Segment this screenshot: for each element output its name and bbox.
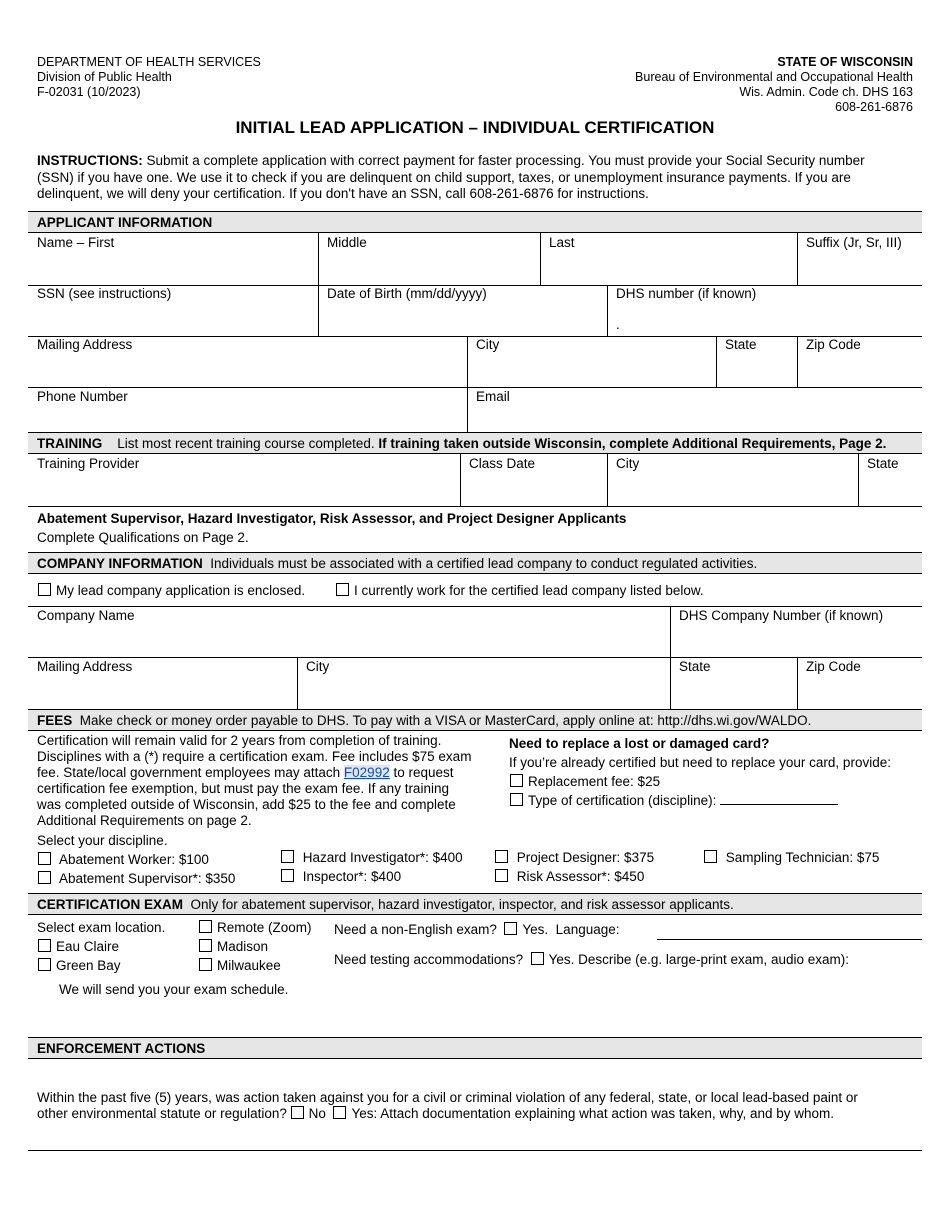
contact-phone: 608-261-6876 (835, 100, 913, 114)
company-dhs-number-field[interactable]: DHS Company Number (if known) (679, 608, 884, 623)
divider (858, 454, 859, 506)
discipline-abatement-worker[interactable]: Abatement Worker: $100 (38, 852, 209, 867)
last-name-field[interactable]: Last (549, 235, 575, 250)
discipline-project-designer[interactable]: Project Designer: $375 (495, 850, 654, 865)
checkbox[interactable] (38, 583, 51, 596)
checkbox[interactable] (281, 850, 294, 863)
ssn-field[interactable]: SSN (see instructions) (37, 286, 172, 301)
state-name: STATE OF WISCONSIN (777, 55, 913, 69)
divider (607, 285, 608, 336)
divider (467, 336, 468, 387)
company-enclosed-option[interactable]: My lead company application is enclosed. (38, 583, 305, 598)
dhs-number-field[interactable]: DHS number (if known) (616, 286, 757, 301)
row-line (28, 506, 922, 507)
divider (297, 657, 298, 709)
accommodations-row: Need testing accommodations? Yes. Describe (e.g. large-print exam, audio exam): (334, 952, 850, 967)
instructions-line-2: (SSN) if you have one. We use it to check if you are delinquent on child support, taxes, or unemployment insurance payments. If you are (37, 169, 851, 185)
discipline-abatement-supervisor[interactable]: Abatement Supervisor*: $350 (38, 871, 235, 886)
divider (670, 606, 671, 657)
select-discipline-label: Select your discipline. (37, 833, 168, 848)
company-mailing-field[interactable]: Mailing Address (37, 659, 133, 674)
divider (318, 233, 319, 285)
checkbox[interactable] (199, 958, 212, 971)
dob-field[interactable]: Date of Birth (mm/dd/yyyy) (327, 286, 487, 301)
enforcement-section-header: ENFORCEMENT ACTIONS (28, 1037, 922, 1059)
enforcement-no-checkbox[interactable] (291, 1106, 304, 1119)
divider (797, 233, 798, 285)
zip-field[interactable]: Zip Code (806, 337, 861, 352)
exam-location-remote[interactable]: Remote (Zoom) (199, 920, 312, 935)
exam-location-milwaukee[interactable]: Milwaukee (199, 958, 281, 973)
checkbox[interactable] (38, 871, 51, 884)
company-state-field[interactable]: State (679, 659, 711, 674)
divider (716, 336, 717, 387)
checkbox[interactable] (495, 850, 508, 863)
replacement-type-option[interactable]: Type of certification (discipline): (510, 793, 838, 808)
bureau-name: Bureau of Environmental and Occupational Health (635, 70, 913, 84)
instructions (37, 153, 917, 203)
divider (797, 336, 798, 387)
exam-location-green-bay[interactable]: Green Bay (38, 958, 121, 973)
middle-name-field[interactable]: Middle (327, 235, 367, 250)
f02992-link[interactable]: F02992 (343, 765, 390, 780)
state-block (635, 55, 913, 115)
company-section-header: COMPANY INFORMATION Individuals must be associated with a certified lead company to conduct regulated activities. (28, 552, 922, 574)
exam-location-label: Select exam location. (37, 920, 166, 935)
state-field[interactable]: State (725, 337, 757, 352)
checkbox[interactable] (199, 939, 212, 952)
admin-code: Wis. Admin. Code ch. DHS 163 (739, 85, 913, 99)
replacement-fee-option[interactable]: Replacement fee: $25 (510, 774, 660, 789)
row-line (28, 657, 922, 658)
language-input[interactable] (657, 939, 922, 940)
training-provider-field[interactable]: Training Provider (37, 456, 140, 471)
email-field[interactable]: Email (476, 389, 510, 404)
row-line (28, 336, 922, 337)
divider (467, 387, 468, 432)
training-state-field[interactable]: State (867, 456, 899, 471)
exam-section-header: CERTIFICATION EXAM Only for abatement supervisor, hazard investigator, inspector, and risk assessor applicants. (28, 893, 922, 915)
checkbox[interactable] (495, 869, 508, 882)
qualified-applicants-note: Complete Qualifications on Page 2. (37, 530, 249, 545)
checkbox[interactable] (38, 958, 51, 971)
first-name-field[interactable]: Name – First (37, 235, 115, 250)
city-field[interactable]: City (476, 337, 500, 352)
discipline-sampling-technician[interactable]: Sampling Technician: $75 (704, 850, 879, 865)
company-city-field[interactable]: City (306, 659, 330, 674)
phone-field[interactable]: Phone Number (37, 389, 128, 404)
discipline-inspector[interactable]: Inspector*: $400 (281, 869, 401, 884)
checkbox[interactable] (510, 793, 523, 806)
non-english-exam-row: Need a non-English exam? Yes. Language: (334, 922, 620, 937)
dhs-number-dot: . (616, 317, 620, 332)
company-current-option[interactable]: I currently work for the certified lead company listed below. (336, 583, 704, 598)
checkbox[interactable] (704, 850, 717, 863)
non-english-yes-checkbox[interactable] (504, 922, 517, 935)
agency-block (37, 55, 261, 100)
enforcement-question: Within the past five (5) years, was action taken against you for a civil or criminal violation of any federal, state, or local lead-based paint or other environmental statute or regulation? No Yes: Attach documentation explaining what action was taken, why, and by whom. (37, 1090, 858, 1121)
applicant-section-header: APPLICANT INFORMATION (28, 211, 922, 233)
checkbox[interactable] (281, 869, 294, 882)
bottom-line (28, 1150, 922, 1151)
exam-location-eau-claire[interactable]: Eau Claire (38, 939, 119, 954)
company-zip-field[interactable]: Zip Code (806, 659, 861, 674)
row-line (28, 606, 922, 607)
exam-location-madison[interactable]: Madison (199, 939, 268, 954)
instructions-line-3: delinquent, we will deny your certification. If you don't have an SSN, call 608-261-6876 for instructions. (37, 186, 649, 201)
company-name-field[interactable]: Company Name (37, 608, 135, 623)
divider (797, 657, 798, 709)
divider (607, 454, 608, 506)
checkbox[interactable] (38, 852, 51, 865)
class-date-field[interactable]: Class Date (469, 456, 536, 471)
suffix-field[interactable]: Suffix (Jr, Sr, III) (806, 235, 902, 250)
instructions-lead: INSTRUCTIONS: (37, 153, 143, 168)
divider (318, 285, 319, 336)
replace-card-heading: Need to replace a lost or damaged card? (509, 736, 770, 751)
discipline-risk-assessor[interactable]: Risk Assessor*: $450 (495, 869, 644, 884)
qualified-applicants-heading: Abatement Supervisor, Hazard Investigator, Risk Assessor, and Project Designer Applicants (37, 511, 627, 526)
enforcement-yes-checkbox[interactable] (333, 1106, 346, 1119)
training-city-field[interactable]: City (616, 456, 640, 471)
replace-card-note: If you’re already certified but need to replace your card, provide: (509, 755, 891, 770)
instructions-line-1: Submit a complete application with correct payment for faster processing. You must provide your Social Security number (142, 153, 865, 168)
divider (540, 233, 541, 285)
checkbox[interactable] (336, 583, 349, 596)
discipline-hazard-investigator[interactable]: Hazard Investigator*: $400 (281, 850, 463, 865)
form-title: INITIAL LEAD APPLICATION – INDIVIDUAL CERTIFICATION (235, 118, 715, 137)
checkbox[interactable] (510, 774, 523, 787)
department-name: DEPARTMENT OF HEALTH SERVICES (37, 55, 261, 69)
accommodations-yes-checkbox[interactable] (531, 952, 544, 965)
mailing-address-field[interactable]: Mailing Address (37, 337, 133, 352)
exam-schedule-note: We will send you your exam schedule. (59, 982, 289, 997)
training-section-header: TRAINING List most recent training course completed. If training taken outside Wisconsin, complete Additional Requirements, Page 2. (28, 432, 922, 454)
divider (460, 454, 461, 506)
fees-section-header: FEES Make check or money order payable to DHS. To pay with a VISA or MasterCard, apply online at: http://dhs.wi.gov/WALDO. (28, 709, 922, 731)
division-name: Division of Public Health (37, 70, 172, 84)
row-line (28, 387, 922, 388)
divider (670, 657, 671, 709)
checkbox[interactable] (199, 920, 212, 933)
form-number: F-02031 (10/2023) (37, 85, 141, 99)
fees-description: Certification will remain valid for 2 years from completion of training. Disciplines with a (*) require a certification exam. Fee includes $75 exam fee. State/local government employees may attach F02992 to request certification fee exemption, but must pay the exam fee. If any training was completed outside of Wisconsin, add $25 to the fee and complete Additional Requirements on page 2. (37, 733, 472, 828)
checkbox[interactable] (38, 939, 51, 952)
replacement-type-input[interactable] (720, 804, 838, 805)
